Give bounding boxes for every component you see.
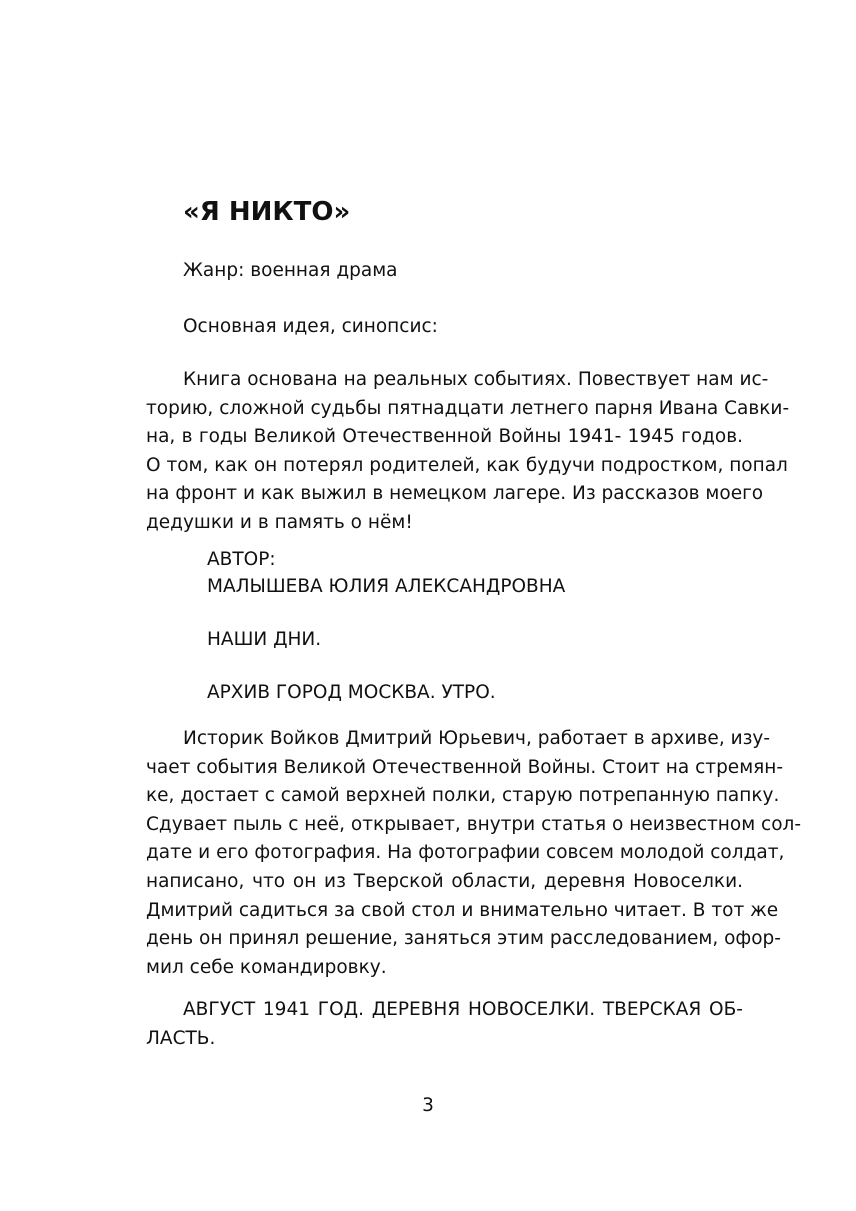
scene-heading-present: НАШИ ДНИ.: [207, 629, 322, 650]
story-line: мил себе командировку.: [146, 956, 387, 978]
synopsis-line: торию, сложной судьбы пятнадцати летнего парня Ивана Савки-: [146, 397, 790, 419]
scene-heading-line: ЛАСТЬ.: [146, 1027, 216, 1049]
page-number: 3: [422, 1095, 434, 1116]
story-line: чает события Великой Отечественной Войны. Стоит на стремян-: [146, 756, 784, 778]
scene-heading-archive: АРХИВ ГОРОД МОСКВА. УТРО.: [207, 682, 496, 703]
synopsis-line: О том, как он потерял родителей, как будучи подростком, попал: [146, 454, 788, 476]
main-idea-heading: Основная идея, синопсис:: [183, 316, 438, 337]
story-line: написано, что он из Тверской области, деревня Новоселки.: [146, 870, 743, 892]
synopsis-line: на, в годы Великой Отечественной Войны 1941- 1945 годов.: [146, 426, 743, 448]
story-line: дате и его фотография. На фотографии совсем молодой солдат,: [146, 842, 785, 864]
story-line: ке, достает с самой верхней полки, старую потрепанную папку.: [146, 785, 780, 807]
synopsis-line: Книга основана на реальных событиях. Повествует нам ис-: [183, 369, 769, 390]
author-name: МАЛЫШЕВА ЮЛИЯ АЛЕКСАНДРОВНА: [207, 576, 566, 597]
scene-heading-line: АВГУСТ 1941 ГОД. ДЕРЕВНЯ НОВОСЕЛКИ. ТВЕРСКАЯ ОБ-: [183, 999, 743, 1020]
synopsis-paragraph: [146, 366, 790, 538]
synopsis-line: дедушки и в память о нём!: [146, 511, 413, 533]
book-title: «Я НИКТО»: [183, 197, 351, 227]
story-paragraph: [146, 725, 802, 982]
genre-line: Жанр: военная драма: [183, 260, 398, 281]
scene-heading-august: [146, 996, 743, 1053]
story-line: день он принял решение, заняться этим расследованием, офор-: [146, 928, 781, 950]
story-line: Дмитрий садиться за свой стол и внимательно читает. В тот же: [146, 899, 779, 921]
story-line: Сдувает пыль с неё, открывает, внутри статья о неизвестном сол-: [146, 813, 802, 835]
author-label: АВТОР:: [207, 549, 276, 570]
synopsis-line: на фронт и как выжил в немецком лагере. Из рассказов моего: [146, 483, 764, 505]
story-line: Историк Войков Дмитрий Юрьевич, работает в архиве, изу-: [183, 728, 771, 749]
